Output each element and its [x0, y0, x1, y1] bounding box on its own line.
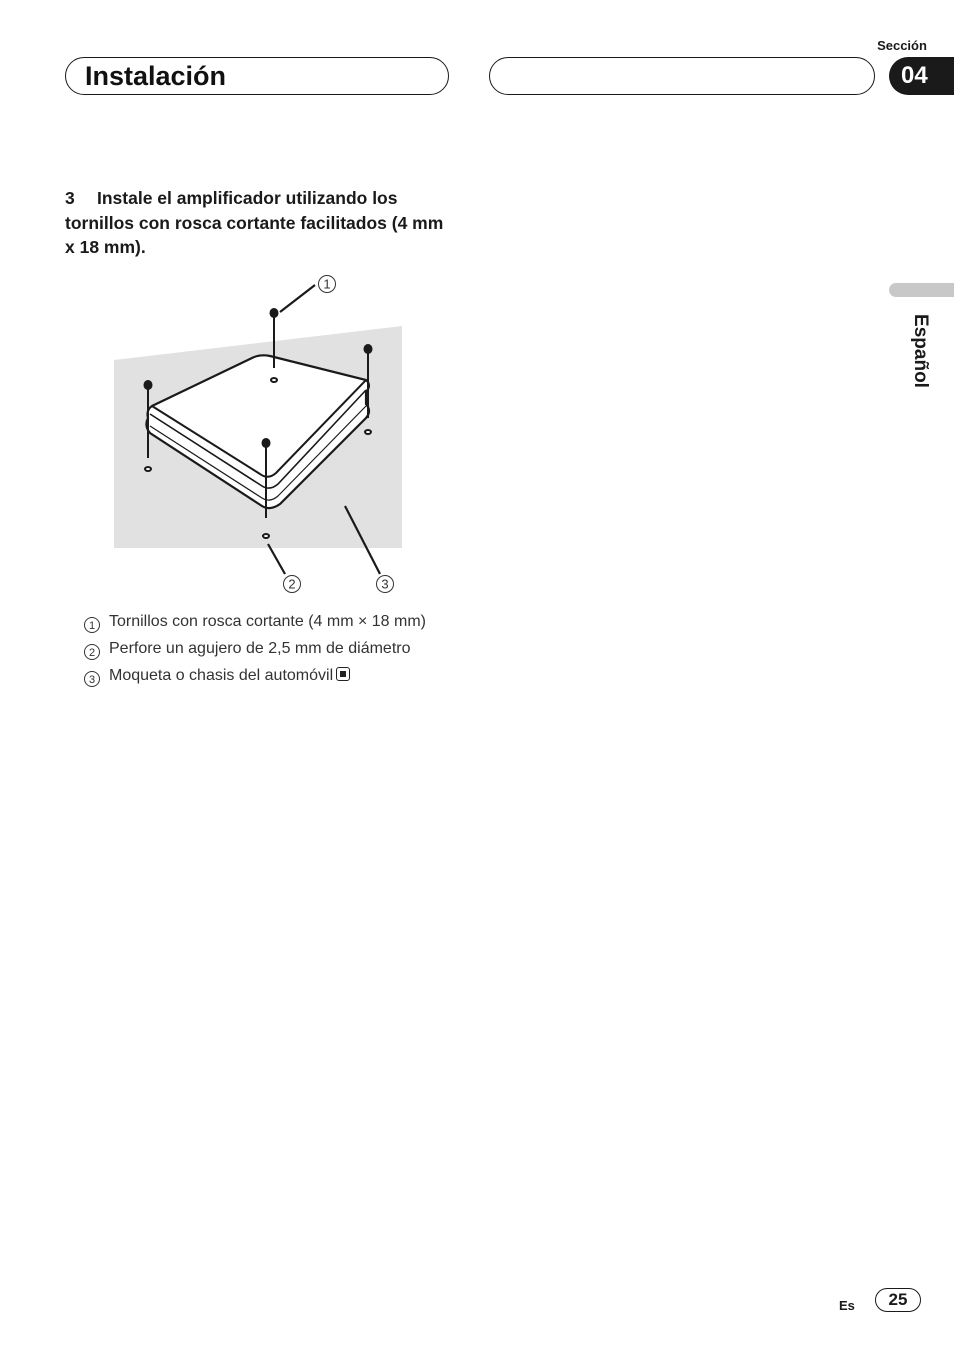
legend-marker: 1: [84, 617, 100, 633]
legend-text: Perfore un agujero de 2,5 mm de diámetro: [109, 640, 411, 657]
legend-text: Tornillos con rosca cortante (4 mm × 18 mm): [109, 613, 426, 630]
step-number: 3: [65, 188, 75, 208]
callout-1-label: 1: [323, 276, 331, 292]
legend-item: [84, 637, 454, 664]
language-tab-bar: [889, 283, 954, 297]
amplifier-diagram: [110, 268, 410, 603]
legend-item: [84, 610, 454, 637]
callout-3: [377, 576, 394, 593]
step-instruction: [65, 186, 445, 260]
installation-illustration: [110, 268, 410, 608]
callout-3-label: 3: [381, 576, 389, 592]
section-number-badge: 04: [889, 57, 954, 95]
figure-legend: [84, 610, 454, 691]
callout-2-label: 2: [288, 576, 296, 592]
title-frame-right: [489, 57, 875, 95]
section-label: Sección: [877, 38, 927, 53]
callout-1: [319, 276, 336, 293]
page-title: Instalación: [85, 61, 227, 91]
step-text: Instale el amplificador utilizando los tornillos con rosca cortante facilitados (4 mm x 18 mm).: [65, 188, 444, 257]
legend-marker: 3: [84, 671, 100, 687]
language-tab-label: Español: [910, 314, 931, 388]
legend-text: Moqueta o chasis del automóvil: [109, 667, 334, 684]
footer-language-code: Es: [839, 1298, 855, 1313]
callout-2: [284, 576, 301, 593]
page-number: 25: [875, 1288, 921, 1312]
end-of-section-icon: [336, 667, 350, 681]
legend-marker: 2: [84, 644, 100, 660]
legend-item: [84, 664, 454, 691]
